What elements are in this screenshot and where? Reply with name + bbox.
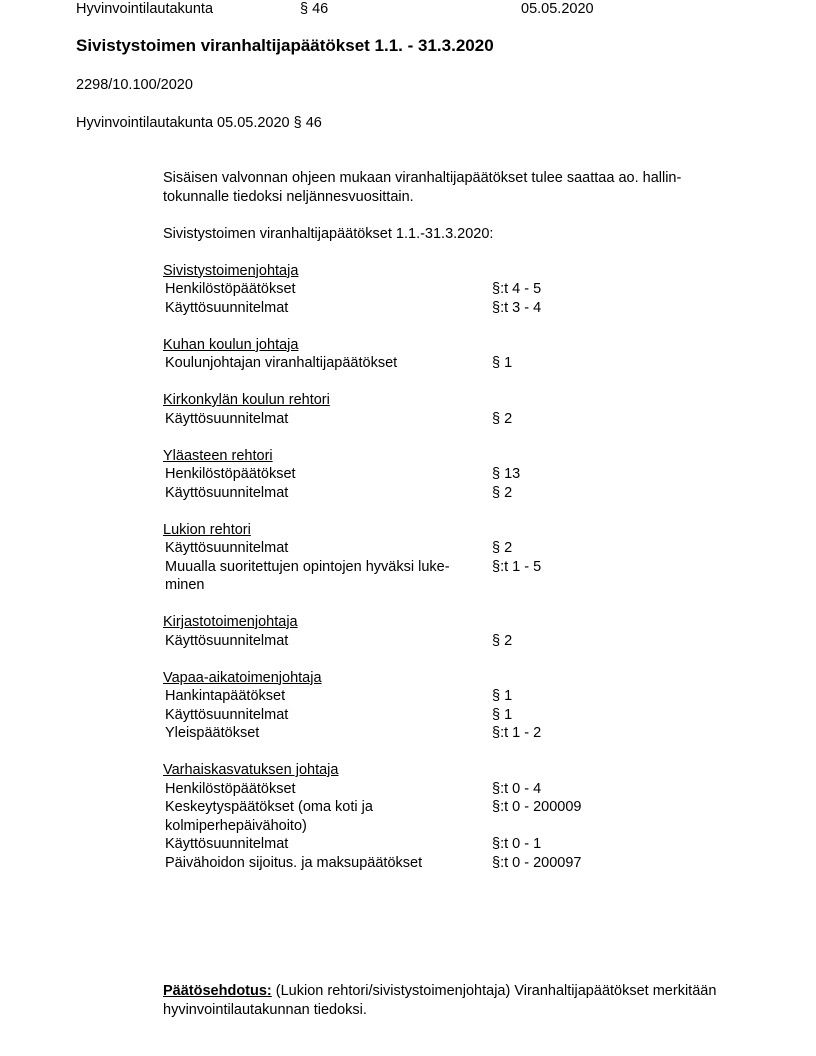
decision-section — [163, 502, 763, 595]
header-body: Hyvinvointilautakunta — [76, 1, 214, 17]
decision-paragraphs: §:t 0 - 4 — [492, 780, 542, 797]
decision-row — [163, 465, 763, 484]
decision-type: Koulunjohtajan viranhaltijapäätökset — [165, 355, 398, 371]
decision-type: Käyttösuunnitelmat — [165, 706, 289, 723]
record-number: 2298/10.100/2020 — [76, 77, 193, 93]
section-title: Sivistystoimenjohtaja — [163, 262, 299, 279]
decision-section — [163, 243, 763, 317]
decision-type: Hankintapäätökset — [165, 688, 286, 704]
decision-paragraphs: §:t 3 - 4 — [492, 299, 542, 316]
decision-row — [163, 854, 763, 873]
decision-type: Keskeytyspäätökset (oma koti ja kolmiperhepäivähoito) — [165, 799, 373, 834]
meeting-reference: Hyvinvointilautakunta 05.05.2020 § 46 — [76, 115, 322, 131]
decision-type: Henkilöstöpäätökset — [165, 466, 296, 482]
decision-type: Käyttösuunnitelmat — [165, 540, 289, 556]
decision-paragraphs: §:t 0 - 1 — [492, 836, 542, 852]
decision-type: Päivähoidon sijoitus. ja maksupäätökset — [165, 854, 423, 871]
section-title: Kirjastotoimenjohtaja — [163, 614, 298, 630]
decision-type: Muualla suoritettujen opintojen hyväksi luke- minen — [165, 558, 450, 593]
document-body — [163, 169, 763, 872]
decision-paragraphs: §:t 0 - 200097 — [492, 854, 582, 871]
decision-paragraphs: § 13 — [492, 466, 521, 482]
decision-type: Käyttösuunnitelmat — [165, 484, 289, 501]
decision-row — [163, 558, 763, 595]
decision-type: Henkilöstöpäätökset — [165, 281, 296, 297]
decision-row — [163, 780, 763, 799]
decision-paragraphs: §:t 4 - 5 — [492, 281, 542, 297]
decision-paragraphs: § 1 — [492, 706, 513, 723]
decision-paragraphs: § 2 — [492, 410, 513, 427]
intro-line: Sisäisen valvonnan ohjeen mukaan viranhaltijapäätökset tulee saattaa ao. hallin- — [163, 170, 682, 186]
proposal-label: Päätösehdotus: — [163, 983, 272, 999]
header-section: § 46 — [300, 1, 329, 17]
section-title: Yläasteen rehtori — [163, 447, 273, 464]
decision-paragraphs: § 2 — [492, 632, 513, 649]
decision-section — [163, 595, 763, 651]
decision-section — [163, 650, 763, 743]
decision-section — [163, 428, 763, 502]
decision-paragraphs: §:t 1 - 5 — [492, 558, 542, 575]
page-title: Sivistystoimen viranhaltijapäätökset 1.1. - 31.3.2020 — [76, 36, 494, 55]
decision-row — [163, 724, 763, 743]
decision-paragraphs: §:t 1 - 2 — [492, 725, 542, 741]
list-heading: Sivistystoimen viranhaltijapäätökset 1.1.-31.3.2020: — [163, 225, 494, 242]
decision-row — [163, 280, 763, 299]
section-title: Vapaa-aikatoimenjohtaja — [163, 669, 322, 686]
decision-row — [163, 706, 763, 725]
decision-section — [163, 373, 763, 429]
decision-type: Henkilöstöpäätökset — [165, 780, 296, 797]
decision-paragraphs: § 1 — [492, 355, 513, 371]
decision-section — [163, 743, 763, 873]
decision-row — [163, 632, 763, 651]
decision-row — [163, 687, 763, 706]
decision-type: Käyttösuunnitelmat — [165, 836, 289, 852]
decision-row — [163, 410, 763, 429]
decision-row — [163, 798, 763, 835]
proposal-text: (Lukion rehtori/sivistystoimenjohtaja) Viranhaltijapäätökset merkitään hyvinvointilautakunnan tiedoksi. — [163, 983, 717, 1018]
decision-row — [163, 299, 763, 318]
section-title: Varhaiskasvatuksen johtaja — [163, 762, 339, 778]
decision-row — [163, 354, 763, 373]
section-title: Kirkonkylän koulun rehtori — [163, 392, 330, 408]
decision-type: Käyttösuunnitelmat — [165, 299, 289, 316]
decision-sections — [163, 243, 763, 872]
header-date: 05.05.2020 — [521, 1, 594, 17]
decision-paragraphs: §:t 0 - 200009 — [492, 799, 582, 815]
decision-paragraphs: § 2 — [492, 484, 513, 501]
decision-row — [163, 539, 763, 558]
intro-line: tokunnalle tiedoksi neljännesvuosittain. — [163, 188, 414, 205]
decision-type: Käyttösuunnitelmat — [165, 410, 289, 427]
decision-paragraphs: § 2 — [492, 540, 513, 556]
decision-row — [163, 835, 763, 854]
decision-section — [163, 317, 763, 373]
section-title: Lukion rehtori — [163, 521, 251, 538]
decision-paragraphs: § 1 — [492, 688, 513, 704]
decision-type: Yleispäätökset — [165, 725, 260, 741]
decision-row — [163, 484, 763, 503]
section-title: Kuhan koulun johtaja — [163, 336, 299, 353]
decision-proposal — [163, 982, 763, 1019]
decision-type: Käyttösuunnitelmat — [165, 632, 289, 649]
